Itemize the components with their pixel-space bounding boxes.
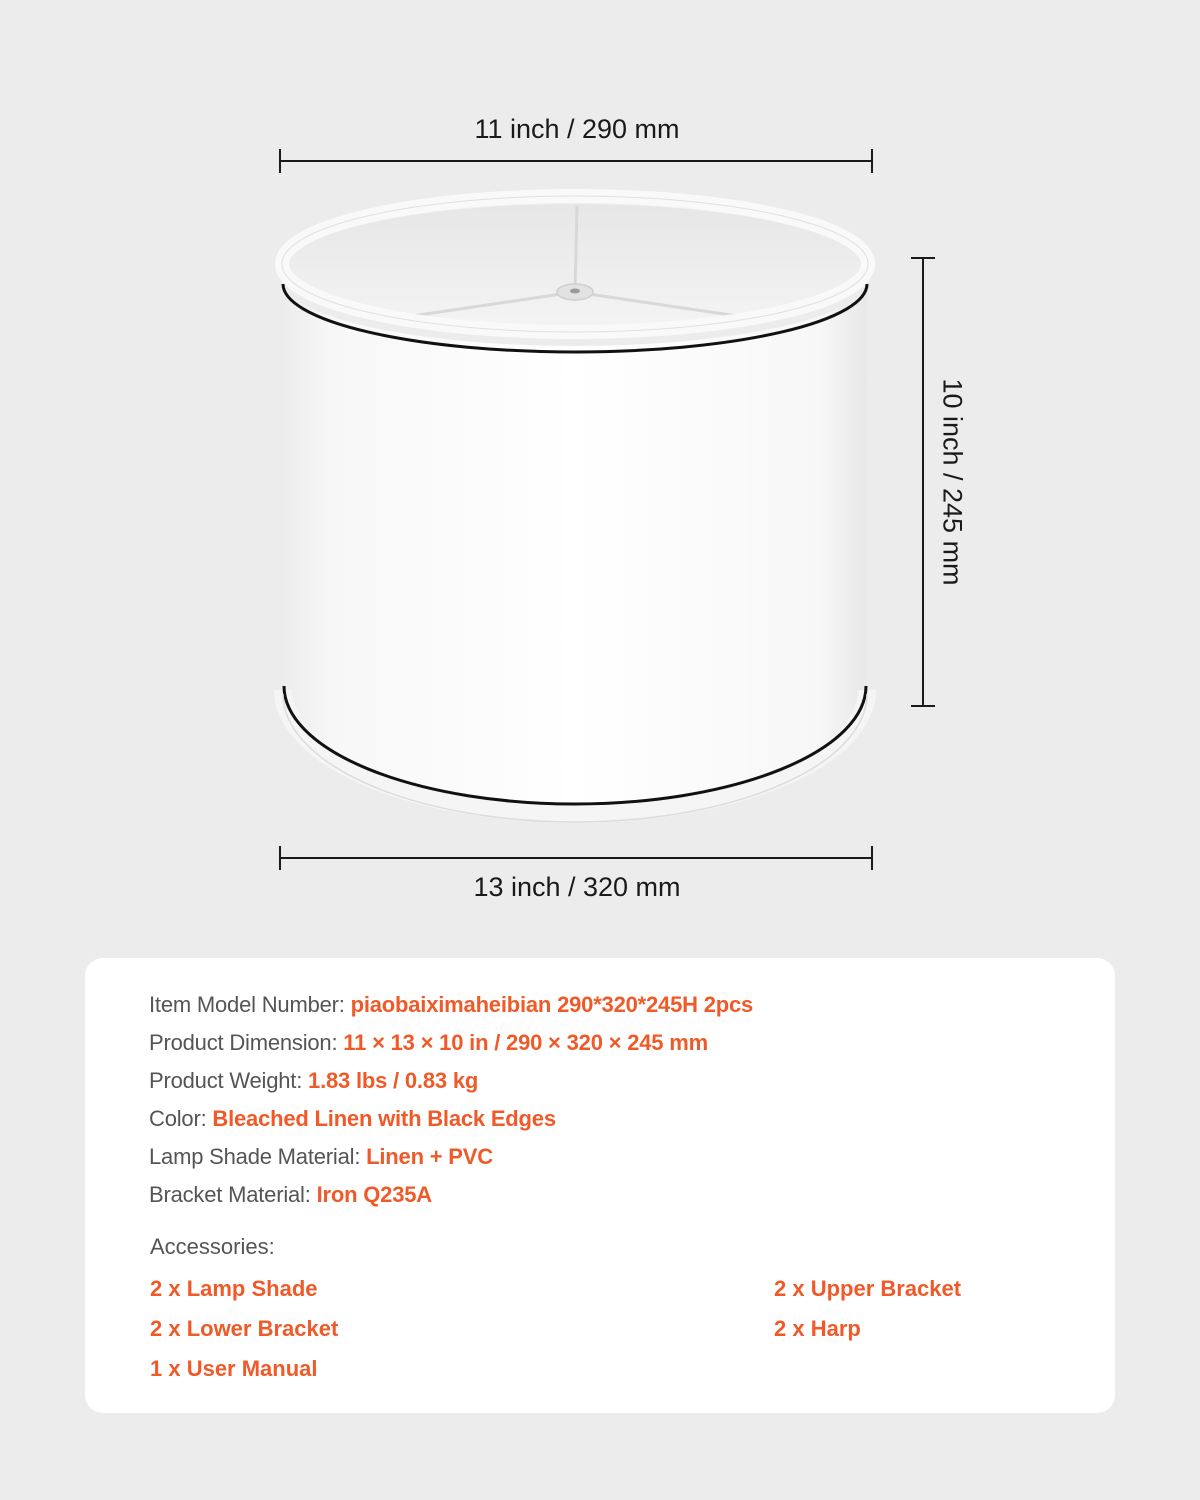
spec-row-weight — [149, 1062, 753, 1100]
spec-row-bracket-material — [149, 1176, 753, 1214]
accessory-item: 2 x Harp — [774, 1316, 861, 1341]
spec-label: Item Model Number: — [149, 992, 351, 1017]
spec-value: piaobaiximaheibian 290*320*245H 2pcs — [350, 992, 754, 1017]
height-dimension-line — [911, 258, 935, 706]
accessories-title: Accessories: — [150, 1234, 275, 1259]
top-dimension-line — [280, 149, 872, 173]
spec-value: Iron Q235A — [316, 1182, 432, 1207]
spec-label: Lamp Shade Material: — [149, 1144, 367, 1169]
spec-row-dimension — [149, 1024, 753, 1062]
height-label: 10 inch / 245 mm — [937, 378, 968, 586]
spec-label: Color: — [149, 1106, 213, 1131]
spec-list — [149, 986, 753, 1214]
top-width-label: 11 inch / 290 mm — [474, 114, 680, 144]
accessory-item: 1 x User Manual — [150, 1356, 318, 1381]
spec-value: 1.83 lbs / 0.83 kg — [308, 1068, 479, 1093]
spec-label: Product Dimension: — [149, 1030, 344, 1055]
spec-label: Product Weight: — [149, 1068, 309, 1093]
spec-value: Bleached Linen with Black Edges — [212, 1106, 556, 1131]
spec-row-model — [149, 986, 753, 1024]
accessory-item: 2 x Lower Bracket — [150, 1316, 339, 1341]
bottom-width-label: 13 inch / 320 mm — [473, 872, 681, 902]
accessory-item: 2 x Lamp Shade — [150, 1276, 318, 1301]
spec-value: Linen + PVC — [366, 1144, 493, 1169]
spec-value: 11 × 13 × 10 in / 290 × 320 × 245 mm — [343, 1030, 708, 1055]
spec-row-color — [149, 1100, 753, 1138]
bottom-dimension-line — [280, 846, 872, 870]
spec-label: Bracket Material: — [149, 1182, 317, 1207]
accessory-item: 2 x Upper Bracket — [774, 1276, 962, 1301]
spec-row-shade-material — [149, 1138, 753, 1176]
spec-card — [85, 958, 1115, 1413]
lamp-shade — [282, 196, 868, 822]
